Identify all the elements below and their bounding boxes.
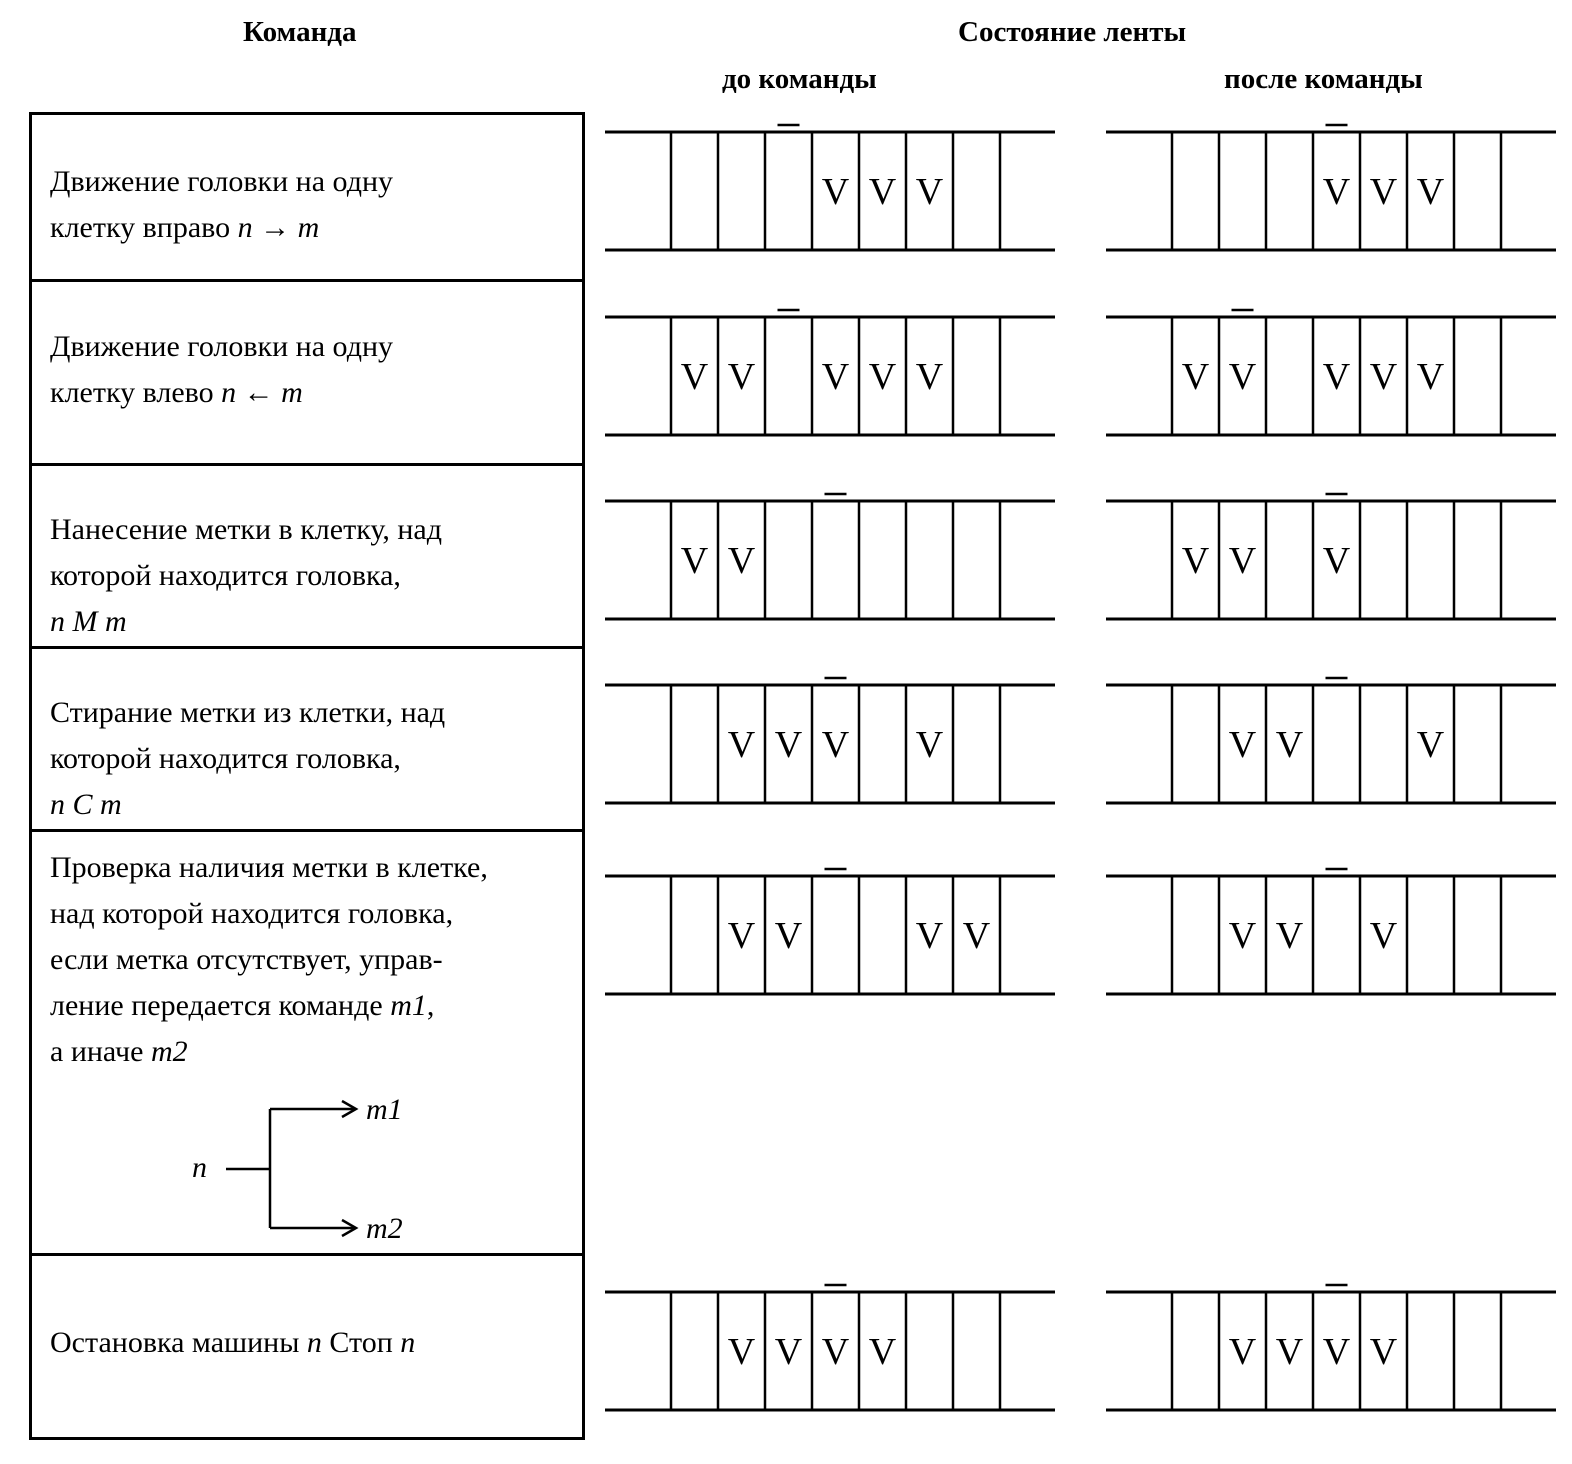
tape-mark: V (821, 171, 850, 213)
tape-mark: V (774, 1331, 803, 1373)
tape-mark: V (727, 1331, 756, 1373)
tape-mark: V (915, 356, 944, 398)
tape-mark: V (1228, 915, 1257, 957)
command-text: ление передается команде (50, 989, 391, 1022)
tape-mark: V (1228, 356, 1257, 398)
tape-mark: V (1228, 724, 1257, 766)
header-after: после команды (1224, 63, 1423, 95)
tape-mark: V (868, 1331, 897, 1373)
branch-to2-label: m2 (366, 1212, 403, 1245)
branch-from-label: n (192, 1151, 207, 1184)
command-notation: n → m (237, 211, 320, 244)
tape-mark: V (1322, 540, 1351, 582)
command-notation: n (400, 1326, 416, 1359)
tape-mark: V (915, 915, 944, 957)
tape-mark: V (1228, 1331, 1257, 1373)
header-before: до команды (722, 63, 877, 95)
command-text: клетку вправо (50, 211, 238, 244)
command-check-mark: Проверка наличия метки в клетке, над которой находится головка, если метка отсутствует, управ- ление передается команде m1, а иначе m2 (50, 845, 574, 1075)
command-text: которой находится головка, (50, 742, 401, 775)
tape-mark: V (774, 724, 803, 766)
command-notation: n ← m (221, 376, 303, 409)
command-notation-m2: m2 (150, 1035, 188, 1068)
tape-mark: V (727, 540, 756, 582)
tape-mark: V (680, 356, 709, 398)
header-tape-state: Состояние ленты (958, 16, 1187, 48)
command-text: Стирание метки из клетки, над (50, 696, 446, 729)
tape-mark: V (1275, 724, 1304, 766)
command-text: клетку влево (50, 376, 222, 409)
tape-mark: V (1228, 540, 1257, 582)
tape-mark: V (1181, 540, 1210, 582)
tape-mark: V (1275, 1331, 1304, 1373)
tape-mark: V (1416, 724, 1445, 766)
command-move-right: Движение головки на одну клетку вправо n → m (50, 165, 394, 244)
tape-mark: V (1369, 356, 1398, 398)
command-text: Стоп (321, 1326, 401, 1359)
tape-mark: V (1369, 915, 1398, 957)
command-text: Нанесение метки в клетку, над (50, 513, 442, 546)
command-text: если метка отсутствует, управ- (50, 943, 443, 976)
tape-mark: V (821, 1331, 850, 1373)
command-move-left: Движение головки на одну клетку влево n ← m (50, 330, 394, 409)
command-text: над которой находится головка, (50, 897, 454, 930)
tape-mark: V (962, 915, 991, 957)
tape-mark: V (774, 915, 803, 957)
tape-mark: V (1369, 1331, 1398, 1373)
tape-mark: V (821, 724, 850, 766)
command-text: Проверка наличия метки в клетке, (50, 851, 488, 884)
tape-mark: V (727, 724, 756, 766)
tape-mark: V (680, 540, 709, 582)
header-command: Команда (243, 16, 357, 48)
command-text: Остановка машины (50, 1326, 307, 1359)
command-notation: n (306, 1326, 322, 1359)
command-notation-m1: m1 (390, 989, 427, 1022)
command-notation: n M m (50, 605, 127, 638)
tape-mark: V (1322, 1331, 1351, 1373)
tape-mark: V (1322, 171, 1351, 213)
tape-mark: V (727, 915, 756, 957)
tape-mark: V (1275, 915, 1304, 957)
command-text: которой находится головка, (50, 559, 401, 592)
tape-mark: V (1416, 171, 1445, 213)
tape-mark: V (915, 724, 944, 766)
tape-mark: V (1322, 356, 1351, 398)
tape-mark: V (727, 356, 756, 398)
tape-mark: V (868, 356, 897, 398)
branch-to1-label: m1 (366, 1093, 403, 1126)
tape-mark: V (868, 171, 897, 213)
tape-mark: V (1369, 171, 1398, 213)
tape-mark: V (821, 356, 850, 398)
command-notation: n C m (50, 788, 122, 821)
tape-mark: V (1416, 356, 1445, 398)
command-text: а иначе (50, 1035, 151, 1068)
tape-mark: V (1181, 356, 1210, 398)
tape-mark: V (915, 171, 944, 213)
